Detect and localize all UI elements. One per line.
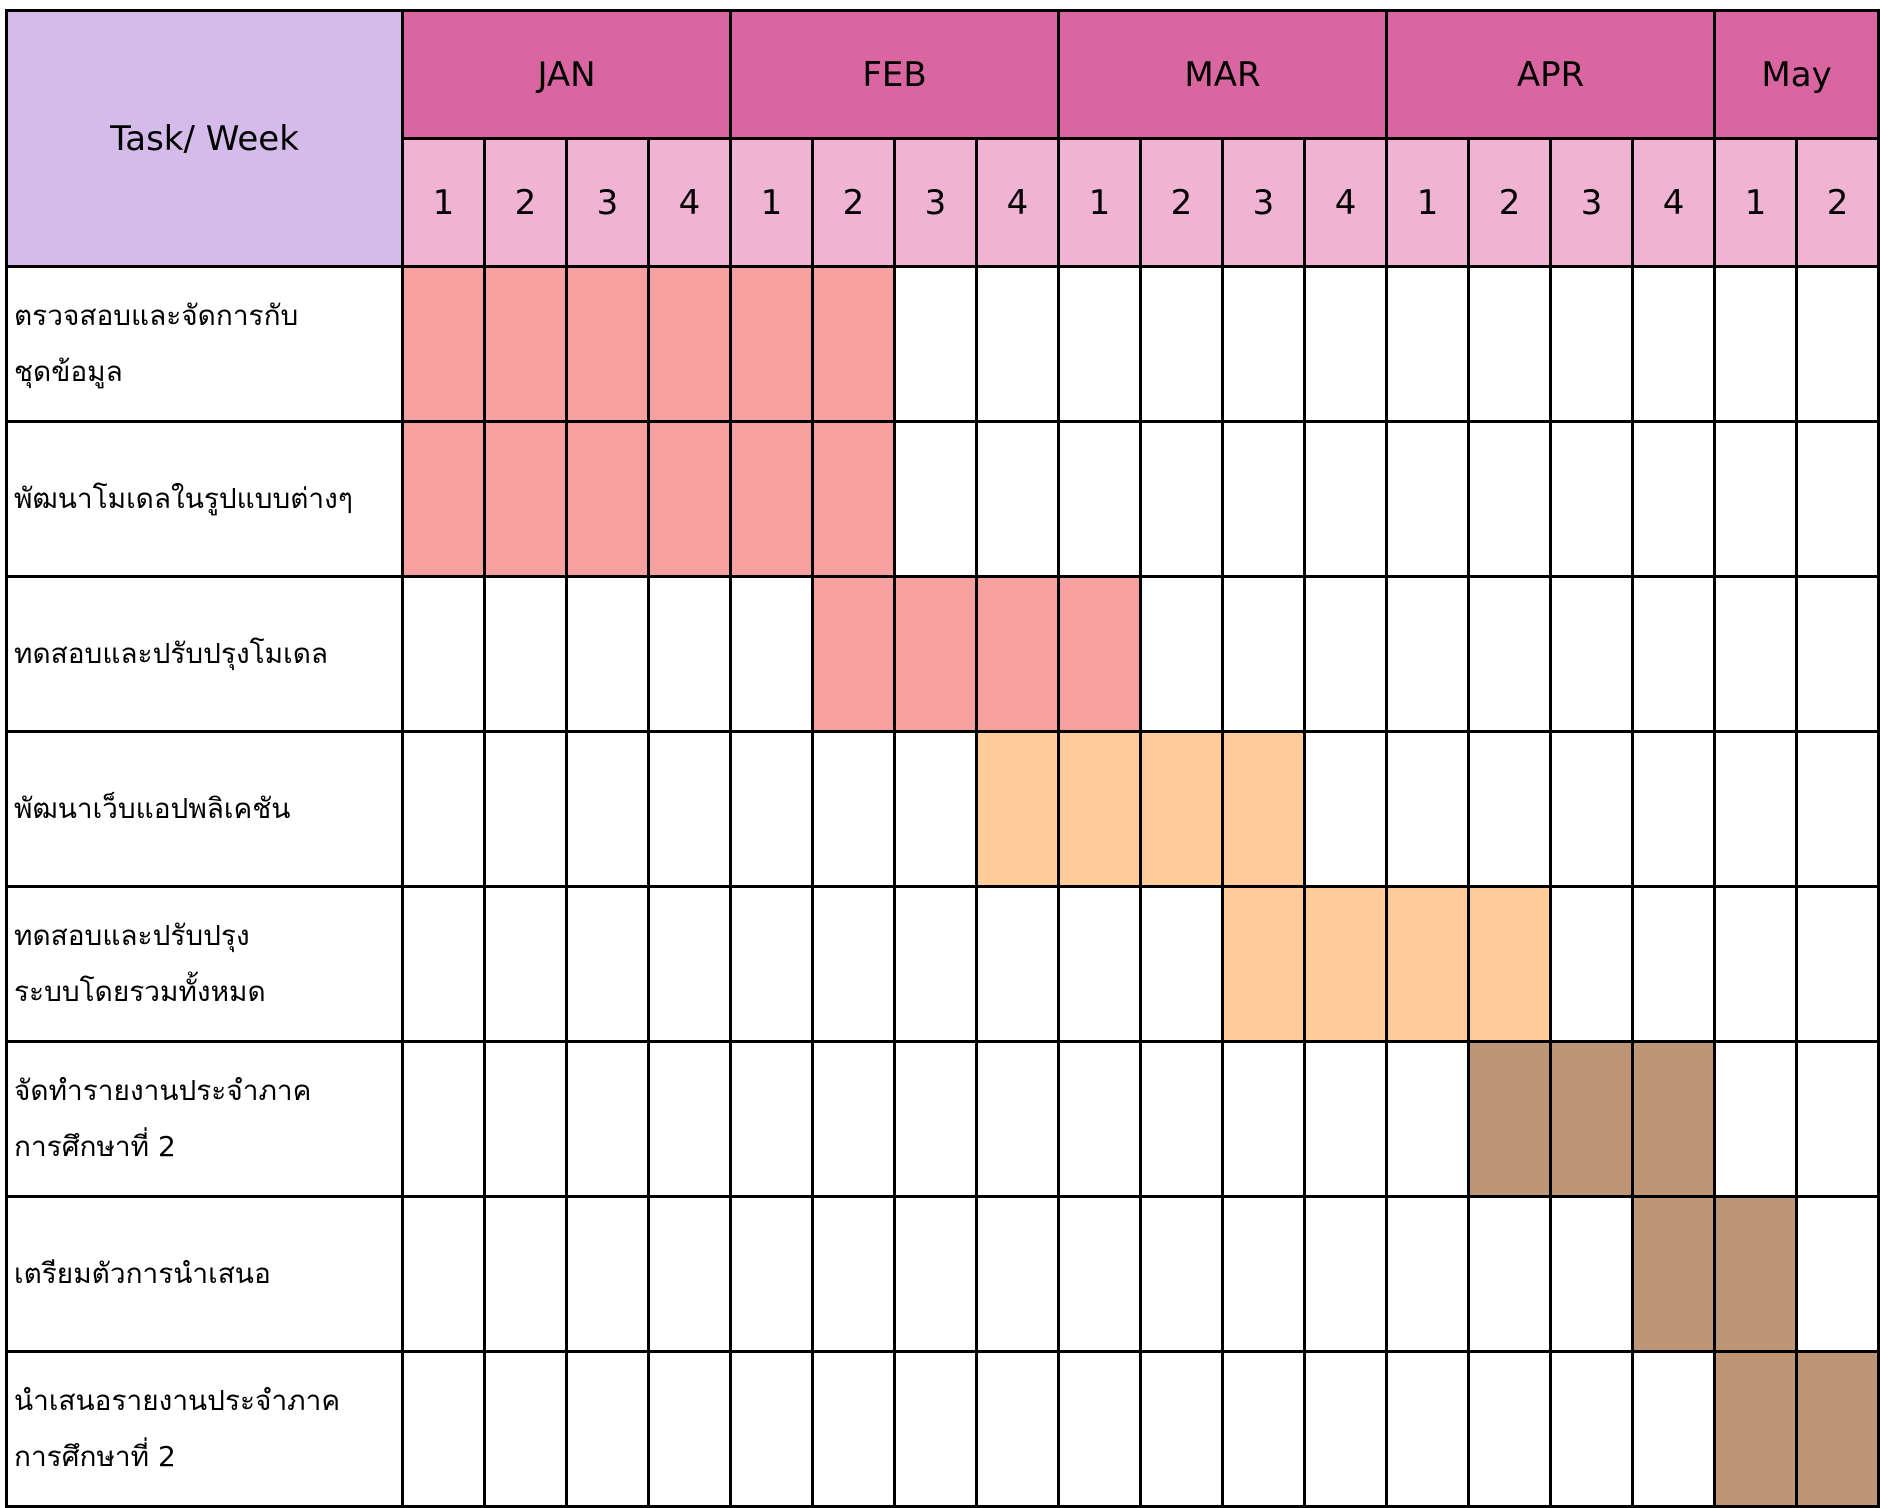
- month-header-feb: FEB: [731, 11, 1059, 139]
- gantt-empty-cell: [1141, 1042, 1223, 1197]
- gantt-empty-cell: [813, 732, 895, 887]
- gantt-empty-cell: [1469, 732, 1551, 887]
- gantt-empty-cell: [1633, 887, 1715, 1042]
- gantt-bar-segment: [731, 267, 813, 422]
- gantt-bar-segment: [567, 267, 649, 422]
- gantt-empty-cell: [649, 1197, 731, 1352]
- gantt-empty-cell: [1305, 1197, 1387, 1352]
- gantt-empty-cell: [1797, 1197, 1879, 1352]
- gantt-empty-cell: [1059, 422, 1141, 577]
- gantt-bar-segment: [1715, 1352, 1797, 1507]
- week-header-jan-1: 1: [403, 139, 485, 267]
- gantt-empty-cell: [1715, 1042, 1797, 1197]
- task-row: [7, 422, 1879, 577]
- task-row: [7, 267, 1879, 422]
- week-header-may-1: 1: [1715, 139, 1797, 267]
- gantt-bar-segment: [1223, 887, 1305, 1042]
- gantt-empty-cell: [895, 1352, 977, 1507]
- week-header-mar-2: 2: [1141, 139, 1223, 267]
- gantt-empty-cell: [1469, 577, 1551, 732]
- task-label-line: พัฒนาเว็บแอปพลิเคชัน: [14, 792, 291, 825]
- gantt-empty-cell: [403, 1042, 485, 1197]
- task-row: [7, 887, 1879, 1042]
- gantt-empty-cell: [403, 1352, 485, 1507]
- gantt-bar-segment: [813, 267, 895, 422]
- gantt-empty-cell: [567, 577, 649, 732]
- gantt-empty-cell: [1223, 1042, 1305, 1197]
- gantt-bar-segment: [1059, 732, 1141, 887]
- gantt-bar-segment: [1223, 732, 1305, 887]
- task-label: [7, 1197, 403, 1352]
- gantt-empty-cell: [1223, 422, 1305, 577]
- gantt-empty-cell: [485, 577, 567, 732]
- week-header-apr-3: 3: [1551, 139, 1633, 267]
- gantt-bar-segment: [1059, 577, 1141, 732]
- gantt-bar-segment: [1633, 1197, 1715, 1352]
- gantt-empty-cell: [895, 422, 977, 577]
- task-row: [7, 1352, 1879, 1507]
- gantt-empty-cell: [649, 577, 731, 732]
- gantt-empty-cell: [895, 267, 977, 422]
- gantt-empty-cell: [731, 577, 813, 732]
- gantt-bar-segment: [403, 267, 485, 422]
- task-label-line: การศึกษาที่ 2: [14, 1130, 176, 1163]
- week-header-jan-4: 4: [649, 139, 731, 267]
- gantt-empty-cell: [567, 1042, 649, 1197]
- gantt-bar-segment: [1551, 1042, 1633, 1197]
- gantt-bar-segment: [731, 422, 813, 577]
- gantt-empty-cell: [1715, 732, 1797, 887]
- gantt-empty-cell: [1305, 1352, 1387, 1507]
- week-header-mar-3: 3: [1223, 139, 1305, 267]
- gantt-empty-cell: [1387, 1042, 1469, 1197]
- gantt-bar-segment: [485, 267, 567, 422]
- week-header-jan-2: 2: [485, 139, 567, 267]
- gantt-bar-segment: [1141, 732, 1223, 887]
- gantt-empty-cell: [1387, 1352, 1469, 1507]
- gantt-empty-cell: [1223, 1197, 1305, 1352]
- gantt-empty-cell: [1551, 1197, 1633, 1352]
- gantt-empty-cell: [1305, 732, 1387, 887]
- gantt-empty-cell: [1633, 732, 1715, 887]
- gantt-empty-cell: [813, 1042, 895, 1197]
- gantt-bar-segment: [1469, 887, 1551, 1042]
- gantt-empty-cell: [403, 1197, 485, 1352]
- gantt-empty-cell: [1305, 267, 1387, 422]
- gantt-bar-segment: [1715, 1197, 1797, 1352]
- gantt-empty-cell: [1715, 422, 1797, 577]
- task-label: [7, 422, 403, 577]
- gantt-empty-cell: [403, 887, 485, 1042]
- gantt-empty-cell: [1141, 577, 1223, 732]
- week-header-apr-2: 2: [1469, 139, 1551, 267]
- gantt-empty-cell: [1059, 267, 1141, 422]
- gantt-empty-cell: [403, 732, 485, 887]
- gantt-bar-segment: [1797, 1352, 1879, 1507]
- gantt-bar-segment: [403, 422, 485, 577]
- gantt-empty-cell: [977, 422, 1059, 577]
- gantt-empty-cell: [1633, 267, 1715, 422]
- task-label: [7, 1042, 403, 1197]
- gantt-empty-cell: [485, 1042, 567, 1197]
- week-header-feb-4: 4: [977, 139, 1059, 267]
- gantt-empty-cell: [1797, 1042, 1879, 1197]
- month-header-jan: JAN: [403, 11, 731, 139]
- gantt-empty-cell: [1223, 1352, 1305, 1507]
- gantt-chart: [5, 9, 1880, 1508]
- gantt-empty-cell: [731, 732, 813, 887]
- task-label: [7, 887, 403, 1042]
- task-label: [7, 577, 403, 732]
- gantt-bar-segment: [977, 732, 1059, 887]
- gantt-bar-segment: [567, 422, 649, 577]
- gantt-bar-segment: [1305, 887, 1387, 1042]
- gantt-empty-cell: [1223, 577, 1305, 732]
- gantt-empty-cell: [649, 1352, 731, 1507]
- gantt-bar-segment: [895, 577, 977, 732]
- gantt-bar-segment: [1469, 1042, 1551, 1197]
- gantt-empty-cell: [567, 1197, 649, 1352]
- gantt-empty-cell: [977, 1042, 1059, 1197]
- gantt-bar-segment: [485, 422, 567, 577]
- gantt-empty-cell: [1551, 1352, 1633, 1507]
- gantt-empty-cell: [649, 1042, 731, 1197]
- gantt-empty-cell: [977, 887, 1059, 1042]
- gantt-empty-cell: [731, 1042, 813, 1197]
- gantt-bar-segment: [649, 422, 731, 577]
- gantt-empty-cell: [731, 1197, 813, 1352]
- gantt-empty-cell: [1797, 577, 1879, 732]
- gantt-empty-cell: [895, 1197, 977, 1352]
- gantt-empty-cell: [1551, 422, 1633, 577]
- gantt-empty-cell: [895, 887, 977, 1042]
- week-header-mar-4: 4: [1305, 139, 1387, 267]
- month-header-may: May: [1715, 11, 1879, 139]
- task-label: [7, 732, 403, 887]
- gantt-empty-cell: [1797, 422, 1879, 577]
- task-row: [7, 732, 1879, 887]
- task-label-line: นำเสนอรายงานประจำภาค: [14, 1384, 341, 1417]
- gantt-empty-cell: [1387, 1197, 1469, 1352]
- gantt-empty-cell: [1141, 267, 1223, 422]
- gantt-bar-segment: [1387, 887, 1469, 1042]
- gantt-empty-cell: [567, 887, 649, 1042]
- week-header-jan-3: 3: [567, 139, 649, 267]
- gantt-bar-segment: [813, 577, 895, 732]
- gantt-empty-cell: [1059, 1042, 1141, 1197]
- gantt-empty-cell: [485, 1352, 567, 1507]
- task-row: [7, 1197, 1879, 1352]
- task-label-line: จัดทำรายงานประจำภาค: [14, 1074, 312, 1107]
- gantt-empty-cell: [567, 1352, 649, 1507]
- task-label-line: เตรียมตัวการนำเสนอ: [14, 1257, 271, 1290]
- week-header-mar-1: 1: [1059, 139, 1141, 267]
- month-header-row: [7, 11, 1879, 139]
- gantt-empty-cell: [1141, 422, 1223, 577]
- task-label: [7, 1352, 403, 1507]
- gantt-empty-cell: [1305, 1042, 1387, 1197]
- gantt-bar-segment: [1633, 1042, 1715, 1197]
- gantt-empty-cell: [649, 732, 731, 887]
- gantt-empty-cell: [403, 577, 485, 732]
- task-label-line: ทดสอบและปรับปรุงโมเดล: [14, 637, 329, 670]
- gantt-empty-cell: [1551, 732, 1633, 887]
- task-label-line: พัฒนาโมเดลในรูปแบบต่างๆ: [14, 482, 353, 515]
- gantt-empty-cell: [1715, 267, 1797, 422]
- gantt-empty-cell: [567, 732, 649, 887]
- gantt-bar-segment: [813, 422, 895, 577]
- week-header-feb-3: 3: [895, 139, 977, 267]
- gantt-empty-cell: [1141, 1352, 1223, 1507]
- gantt-empty-cell: [813, 887, 895, 1042]
- gantt-empty-cell: [1059, 887, 1141, 1042]
- gantt-empty-cell: [813, 1197, 895, 1352]
- gantt-empty-cell: [1387, 422, 1469, 577]
- gantt-empty-cell: [1633, 422, 1715, 577]
- gantt-empty-cell: [1387, 267, 1469, 422]
- task-label-line: การศึกษาที่ 2: [14, 1440, 176, 1473]
- week-header-feb-2: 2: [813, 139, 895, 267]
- task-label: [7, 267, 403, 422]
- task-week-header: Task/ Week: [7, 11, 403, 267]
- task-label-line: ตรวจสอบและจัดการกับ: [14, 299, 299, 332]
- gantt-empty-cell: [977, 1197, 1059, 1352]
- task-label-line: ชุดข้อมูล: [14, 355, 123, 388]
- gantt-empty-cell: [731, 1352, 813, 1507]
- gantt-empty-cell: [1715, 887, 1797, 1042]
- gantt-empty-cell: [977, 267, 1059, 422]
- gantt-empty-cell: [1059, 1352, 1141, 1507]
- gantt-empty-cell: [1469, 267, 1551, 422]
- task-label-line: ระบบโดยรวมทั้งหมด: [14, 975, 266, 1008]
- gantt-empty-cell: [1141, 887, 1223, 1042]
- week-header-apr-4: 4: [1633, 139, 1715, 267]
- gantt-empty-cell: [1223, 267, 1305, 422]
- week-header-apr-1: 1: [1387, 139, 1469, 267]
- gantt-empty-cell: [1633, 577, 1715, 732]
- gantt-empty-cell: [1469, 1352, 1551, 1507]
- gantt-empty-cell: [1633, 1352, 1715, 1507]
- task-label-line: ทดสอบและปรับปรุง: [14, 919, 250, 952]
- gantt-empty-cell: [1551, 267, 1633, 422]
- gantt-empty-cell: [1469, 422, 1551, 577]
- gantt-empty-cell: [731, 887, 813, 1042]
- gantt-empty-cell: [1551, 887, 1633, 1042]
- gantt-empty-cell: [1551, 577, 1633, 732]
- gantt-empty-cell: [1387, 577, 1469, 732]
- gantt-empty-cell: [1797, 267, 1879, 422]
- gantt-empty-cell: [1305, 577, 1387, 732]
- gantt-empty-cell: [895, 732, 977, 887]
- gantt-empty-cell: [895, 1042, 977, 1197]
- month-header-mar: MAR: [1059, 11, 1387, 139]
- gantt-empty-cell: [1141, 1197, 1223, 1352]
- gantt-empty-cell: [485, 732, 567, 887]
- gantt-empty-cell: [1305, 422, 1387, 577]
- gantt-empty-cell: [1059, 1197, 1141, 1352]
- gantt-empty-cell: [977, 1352, 1059, 1507]
- month-header-apr: APR: [1387, 11, 1715, 139]
- gantt-empty-cell: [1797, 887, 1879, 1042]
- gantt-bar-segment: [649, 267, 731, 422]
- week-header-feb-1: 1: [731, 139, 813, 267]
- gantt-empty-cell: [1715, 577, 1797, 732]
- gantt-empty-cell: [1387, 732, 1469, 887]
- gantt-empty-cell: [649, 887, 731, 1042]
- task-row: [7, 1042, 1879, 1197]
- gantt-empty-cell: [1797, 732, 1879, 887]
- gantt-empty-cell: [813, 1352, 895, 1507]
- task-rows: [7, 267, 1879, 1507]
- gantt-empty-cell: [485, 1197, 567, 1352]
- gantt-bar-segment: [977, 577, 1059, 732]
- task-row: [7, 577, 1879, 732]
- week-header-may-2: 2: [1797, 139, 1879, 267]
- gantt-empty-cell: [485, 887, 567, 1042]
- gantt-empty-cell: [1469, 1197, 1551, 1352]
